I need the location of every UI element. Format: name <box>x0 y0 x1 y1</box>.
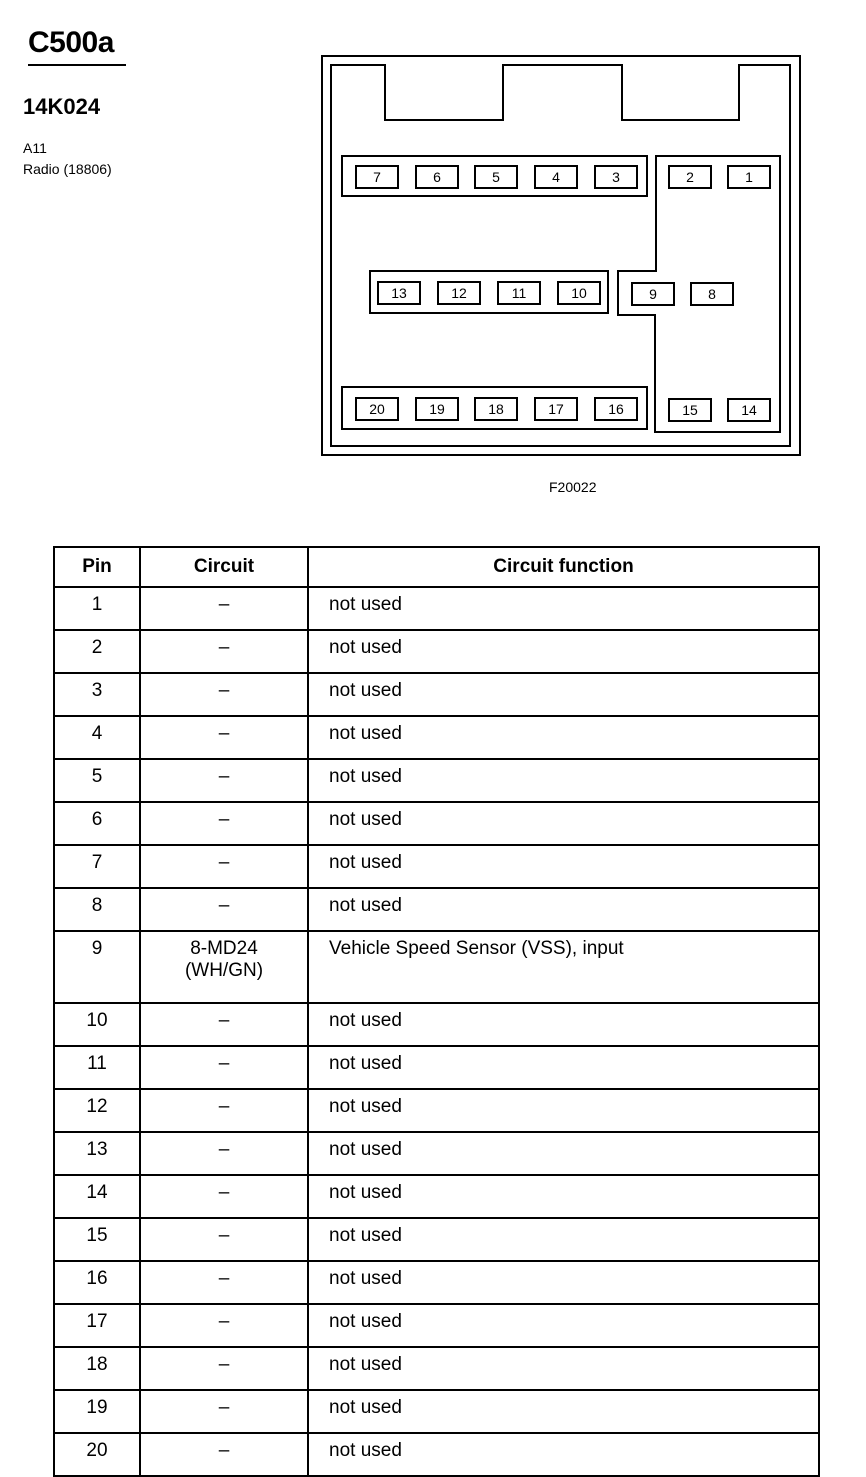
table-row <box>54 673 819 716</box>
circuit-cell: – <box>140 1433 308 1476</box>
function-cell: not used <box>308 845 819 888</box>
location-code: A11 <box>23 140 47 156</box>
pin-cell: 12 <box>54 1089 140 1132</box>
circuit-cell <box>140 931 308 1003</box>
function-cell: not used <box>308 1089 819 1132</box>
pin-number-label: 10 <box>571 285 587 301</box>
pin-number-label: 8 <box>708 286 716 302</box>
function-cell: not used <box>308 1003 819 1046</box>
table-row <box>54 1132 819 1175</box>
pin-number-label: 20 <box>369 401 385 417</box>
pin-number-label: 1 <box>745 169 753 185</box>
pin-cell: 20 <box>54 1433 140 1476</box>
pin-number-label: 14 <box>741 402 757 418</box>
pin-cell: 9 <box>54 931 140 1003</box>
column-header-pin: Pin <box>54 547 140 587</box>
pin-cell: 15 <box>54 1218 140 1261</box>
table-row <box>54 1089 819 1132</box>
pin-cell: 11 <box>54 1046 140 1089</box>
pin-cell: 18 <box>54 1347 140 1390</box>
function-cell: not used <box>308 630 819 673</box>
component-name: Radio (18806) <box>23 161 112 177</box>
connector-id: C500a <box>28 26 114 59</box>
pin-number-label: 5 <box>492 169 500 185</box>
table-row <box>54 888 819 931</box>
table-row <box>54 931 819 1003</box>
connector-face-diagram <box>0 0 866 540</box>
circuit-number: 8-MD24 <box>190 938 258 959</box>
circuit-cell: – <box>140 1218 308 1261</box>
connector-outer-shell <box>322 56 800 455</box>
pin-number-label: 9 <box>649 286 657 302</box>
pin-number-label: 3 <box>612 169 620 185</box>
function-cell: not used <box>308 1175 819 1218</box>
circuit-cell: – <box>140 587 308 630</box>
circuit-cell: – <box>140 716 308 759</box>
table-row <box>54 1175 819 1218</box>
pin-number-label: 15 <box>682 402 698 418</box>
part-number: 14K024 <box>23 94 101 119</box>
table-row <box>54 802 819 845</box>
pin-cell: 4 <box>54 716 140 759</box>
pin-table <box>53 546 820 1477</box>
pin-number-label: 13 <box>391 285 407 301</box>
table-row <box>54 630 819 673</box>
pin-number-label: 18 <box>488 401 504 417</box>
function-cell: not used <box>308 802 819 845</box>
pin-cell: 2 <box>54 630 140 673</box>
pin-cell: 16 <box>54 1261 140 1304</box>
pin-number-label: 7 <box>373 169 381 185</box>
circuit-cell: – <box>140 1046 308 1089</box>
pin-number-label: 12 <box>451 285 467 301</box>
pin-number-label: 2 <box>686 169 694 185</box>
pin-cell: 3 <box>54 673 140 716</box>
figure-id: F20022 <box>549 479 597 495</box>
pin-cell: 5 <box>54 759 140 802</box>
table-row <box>54 1003 819 1046</box>
pin-cell: 7 <box>54 845 140 888</box>
function-cell: not used <box>308 1132 819 1175</box>
circuit-cell: – <box>140 759 308 802</box>
circuit-cell: – <box>140 1347 308 1390</box>
circuit-cell: – <box>140 1175 308 1218</box>
column-header-circuit: Circuit <box>140 547 308 587</box>
pin-cell: 17 <box>54 1304 140 1347</box>
table-row <box>54 1390 819 1433</box>
pin-number-label: 16 <box>608 401 624 417</box>
function-cell: not used <box>308 673 819 716</box>
function-cell: not used <box>308 1218 819 1261</box>
table-row <box>54 1046 819 1089</box>
table-row <box>54 716 819 759</box>
column-header-function: Circuit function <box>308 547 819 587</box>
table-row <box>54 1347 819 1390</box>
pin-number-label: 19 <box>429 401 445 417</box>
circuit-cell: – <box>140 1304 308 1347</box>
function-cell: not used <box>308 1261 819 1304</box>
pin-number-label: 6 <box>433 169 441 185</box>
table-header-row <box>54 547 819 587</box>
pin-cell: 14 <box>54 1175 140 1218</box>
function-cell: not used <box>308 888 819 931</box>
table-row <box>54 759 819 802</box>
pin-cell: 8 <box>54 888 140 931</box>
table-row <box>54 587 819 630</box>
table-row <box>54 1218 819 1261</box>
table-row <box>54 1433 819 1476</box>
function-cell: not used <box>308 1390 819 1433</box>
pin-cell: 19 <box>54 1390 140 1433</box>
circuit-cell: – <box>140 1390 308 1433</box>
function-cell: not used <box>308 759 819 802</box>
pin-cell: 13 <box>54 1132 140 1175</box>
function-cell: Vehicle Speed Sensor (VSS), input <box>308 931 819 1003</box>
circuit-cell: – <box>140 1089 308 1132</box>
pin-cell: 10 <box>54 1003 140 1046</box>
function-cell: not used <box>308 1304 819 1347</box>
circuit-cell: – <box>140 1261 308 1304</box>
table-row <box>54 1261 819 1304</box>
circuit-cell: – <box>140 845 308 888</box>
circuit-cell: – <box>140 1132 308 1175</box>
pin-number-label: 4 <box>552 169 560 185</box>
function-cell: not used <box>308 587 819 630</box>
table-row <box>54 1304 819 1347</box>
pin-number-label: 11 <box>511 285 527 301</box>
circuit-cell: – <box>140 1003 308 1046</box>
function-cell: not used <box>308 1347 819 1390</box>
circuit-wire-color: (WH/GN) <box>184 960 264 981</box>
function-cell: not used <box>308 716 819 759</box>
pin-cell: 6 <box>54 802 140 845</box>
table-row <box>54 845 819 888</box>
connector-keyed-inner-wall <box>331 65 790 446</box>
circuit-cell: – <box>140 673 308 716</box>
pin-cell: 1 <box>54 587 140 630</box>
circuit-cell: – <box>140 630 308 673</box>
function-cell: not used <box>308 1433 819 1476</box>
pin-number-label: 17 <box>548 401 564 417</box>
circuit-cell: – <box>140 802 308 845</box>
function-cell: not used <box>308 1046 819 1089</box>
circuit-cell: – <box>140 888 308 931</box>
